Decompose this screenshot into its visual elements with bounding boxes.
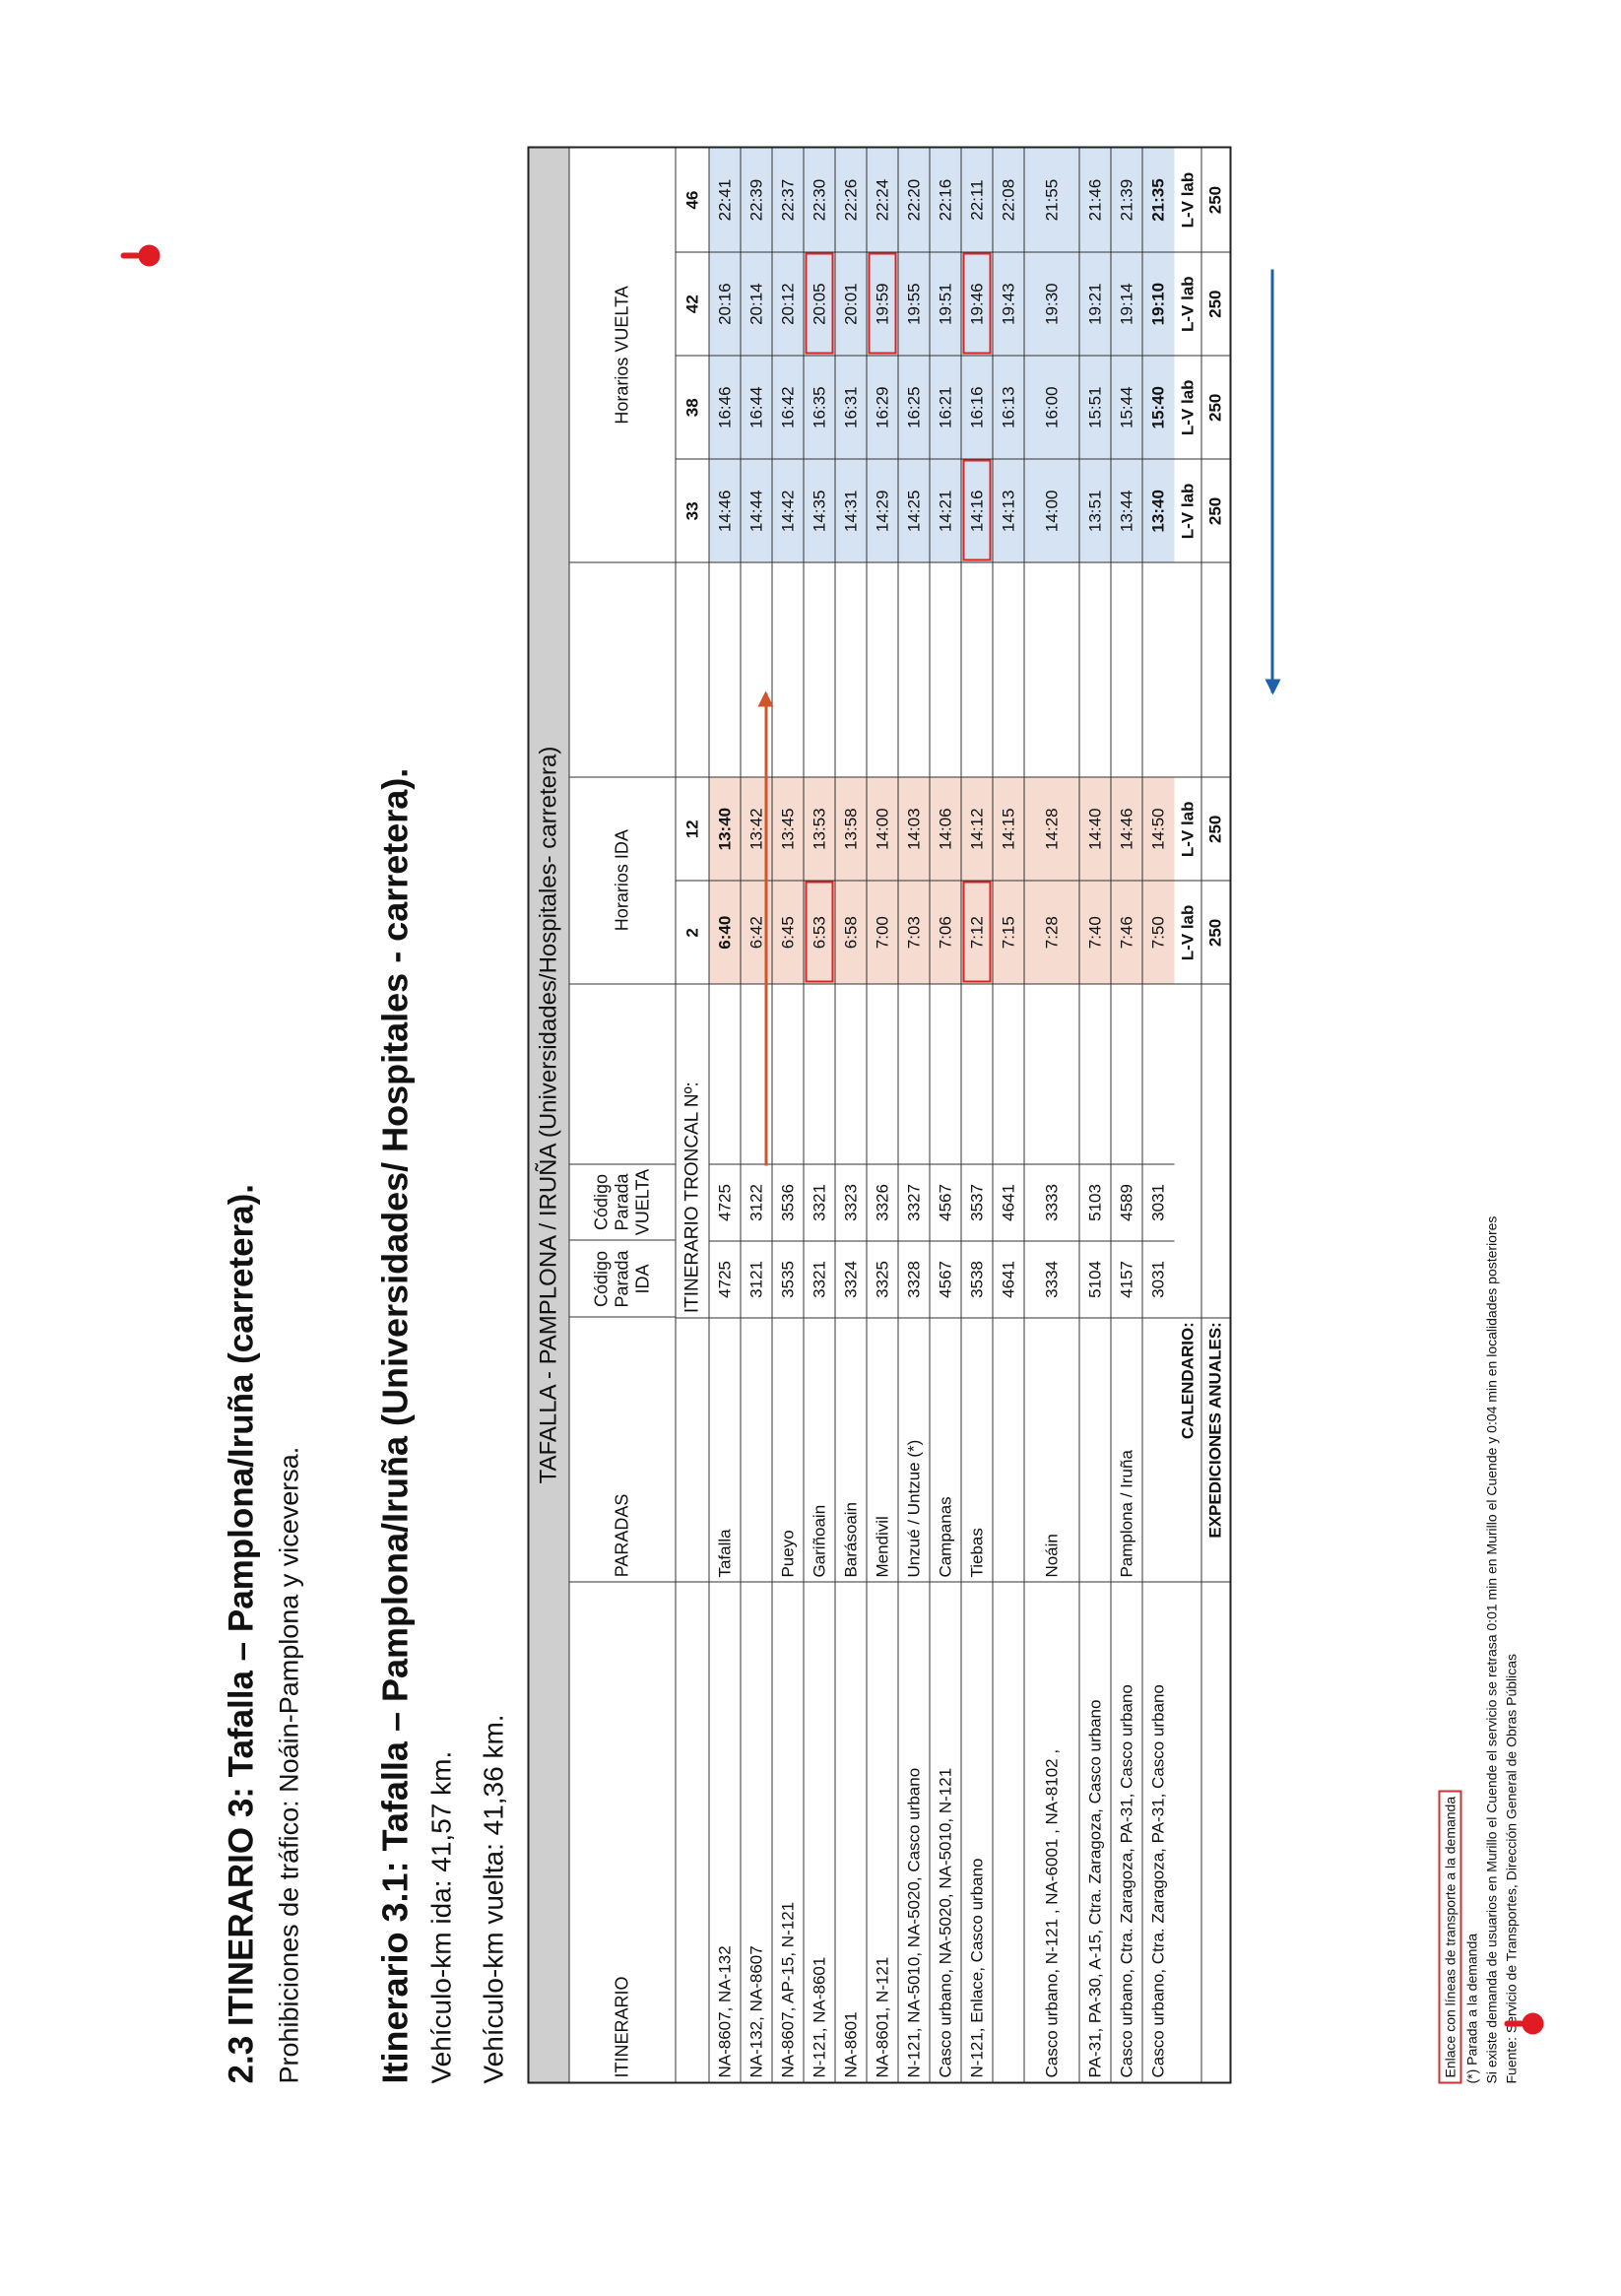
cell-arrow-gap (962, 562, 993, 777)
rotated-page (1, 0, 1621, 2296)
cell-itinerario: NA-8607, AP-15, N-121 (773, 1582, 804, 2082)
header-arrow-gap (570, 561, 676, 776)
cell-codigo-vuelta: 4567 (931, 1164, 961, 1241)
cell-time-vuelta: 22:26 (836, 149, 867, 252)
cell-time-ida: 6:53 (805, 881, 835, 984)
note-parada-demanda: (*) Parada a la demanda (1463, 1933, 1480, 2084)
cell-itinerario: N-121, Enlace, Casco urbano (962, 1582, 993, 2082)
cell-parada: Tafalla (710, 1317, 741, 1581)
cell-time-ida: 14:03 (899, 777, 930, 881)
cell-time-ida: 7:06 (931, 881, 961, 984)
cell-parada (1143, 1317, 1175, 1581)
cell-blank (994, 984, 1024, 1164)
cell-time-vuelta: 14:16 (962, 459, 993, 562)
cell-time-vuelta: 14:13 (994, 459, 1024, 562)
arrow-gap (677, 562, 709, 777)
calendario-vuelta: L-V lab (1178, 171, 1197, 229)
cell-time-vuelta: 19:10 (1143, 252, 1175, 356)
timetable-header (570, 149, 677, 2082)
table-row (710, 149, 742, 2082)
cell-time-ida: 7:46 (1112, 881, 1142, 984)
vuelta-number: 42 (677, 252, 709, 356)
cell-itinerario (994, 1582, 1024, 2082)
cell-time-vuelta: 14:46 (710, 459, 741, 562)
cell-time-vuelta: 14:44 (742, 459, 772, 562)
cell-parada: Pueyo (773, 1317, 804, 1581)
cell-time-ida: 7:00 (868, 881, 898, 984)
cell-blank (773, 984, 804, 1164)
cell-time-vuelta: 21:39 (1112, 149, 1142, 252)
cell-blank (962, 984, 993, 1164)
cell-codigo-ida: 3328 (899, 1240, 930, 1317)
table-row (805, 149, 836, 2082)
cell-time-vuelta: 20:14 (742, 252, 772, 356)
cell-blank (931, 984, 961, 1164)
cell-blank (1112, 984, 1142, 1164)
cell-time-vuelta: 19:14 (1112, 252, 1142, 356)
cell-time-ida: 14:06 (931, 777, 961, 881)
cell-time-ida: 7:03 (899, 881, 930, 984)
cell-blank (868, 984, 898, 1164)
vuelta-number: 46 (682, 190, 701, 210)
cell-itinerario: Casco urbano, N-121 , NA-6001 , NA-8102 , (1025, 1582, 1079, 2082)
cell-codigo-vuelta: 4725 (710, 1164, 741, 1241)
cell-codigo-ida: 3321 (805, 1240, 835, 1317)
cell-codigo-vuelta: 3326 (868, 1164, 898, 1241)
cell-time-ida: 6:45 (773, 881, 804, 984)
cell-itinerario: Casco urbano, Ctra. Zaragoza, PA-31, Casco urbano (1143, 1582, 1175, 2082)
expediciones-blank-2 (1202, 984, 1230, 1317)
troncal-blank-2 (677, 1317, 709, 1581)
expediciones-vuelta: 250 (1202, 356, 1230, 459)
cell-codigo-vuelta: 5103 (1080, 1164, 1111, 1241)
cell-time-ida: 13:45 (773, 777, 804, 881)
timetable-title: TAFALLA - PAMPLONA / IRUÑA (Universidades/Hospitales- carretera) (530, 149, 570, 2082)
cell-time-ida: 6:42 (742, 881, 772, 984)
expediciones-gap (1202, 562, 1230, 777)
cell-time-vuelta: 13:51 (1080, 459, 1111, 562)
cell-time-vuelta: 16:00 (1025, 356, 1079, 459)
cell-codigo-ida: 3324 (836, 1240, 867, 1317)
cell-time-vuelta: 14:29 (868, 459, 898, 562)
cell-codigo-ida: 3334 (1025, 1240, 1079, 1317)
cell-arrow-gap (805, 562, 835, 777)
table-row (1143, 149, 1175, 2082)
cell-codigo-ida: 3325 (868, 1240, 898, 1317)
calendario-ida: L-V lab (1175, 777, 1201, 881)
cell-blank (710, 984, 741, 1164)
cell-itinerario: NA-132, NA-8607 (742, 1582, 772, 2082)
cell-codigo-ida: 4725 (710, 1240, 741, 1317)
table-row (742, 149, 773, 2082)
header-blank (570, 983, 676, 1163)
cell-arrow-gap (931, 562, 961, 777)
cell-time-vuelta: 21:46 (1080, 149, 1111, 252)
red-pin-marker (139, 245, 161, 267)
cell-arrow-gap (868, 562, 898, 777)
cell-parada: Barásoain (836, 1317, 867, 1581)
cell-time-vuelta: 13:44 (1112, 459, 1142, 562)
cell-time-ida: 13:40 (710, 777, 741, 881)
calendario-label: CALENDARIO: (1175, 1317, 1201, 1581)
cell-time-ida: 14:50 (1143, 777, 1175, 881)
cell-blank (836, 984, 867, 1164)
cell-codigo-vuelta: 3536 (773, 1164, 804, 1241)
cell-parada: Pamplona / Iruña (1112, 1317, 1142, 1581)
cell-time-vuelta: 15:51 (1080, 356, 1111, 459)
cell-time-ida: 7:28 (1025, 881, 1079, 984)
traffic-restrictions: Prohibiciones de tráfico: Noáin-Pamplona y viceversa. (274, 1446, 304, 2084)
header-codigo-ida: Código Parada IDA (570, 1240, 676, 1317)
cell-time-vuelta: 16:31 (836, 356, 867, 459)
header-horarios-vuelta: Horarios VUELTA (612, 286, 632, 425)
cell-time-vuelta: 14:25 (899, 459, 930, 562)
cell-parada: Unzué / Untzue (*) (899, 1317, 930, 1581)
cell-arrow-gap (1080, 562, 1111, 777)
ida-number: 2 (677, 881, 709, 984)
troncal-blank (677, 1581, 709, 2081)
table-row (773, 149, 805, 2082)
header-paradas: PARADAS (570, 1317, 676, 1581)
troncal-label: ITINERARIO TRONCAL Nº: (677, 984, 709, 1317)
ida-number: 12 (677, 777, 709, 881)
cell-time-vuelta: 22:39 (742, 149, 772, 252)
cell-codigo-ida: 4157 (1112, 1240, 1142, 1317)
cell-time-vuelta: 15:44 (1112, 356, 1142, 459)
cell-codigo-vuelta: 3327 (899, 1164, 930, 1241)
table-row (836, 149, 868, 2082)
itinerary-title: Itinerario 3.1: Tafalla – Pamplona/Iruña (Universidades/ Hospitales - carretera). (374, 767, 416, 2084)
cell-codigo-vuelta: 3321 (805, 1164, 835, 1241)
cell-time-vuelta: 16:46 (710, 356, 741, 459)
calendario-blank (1175, 1581, 1201, 2081)
expediciones-vuelta: 250 (1205, 185, 1225, 215)
cell-time-ida: 7:12 (962, 881, 993, 984)
cell-time-vuelta: 16:42 (773, 356, 804, 459)
cell-time-ida: 6:58 (836, 881, 867, 984)
calendario-vuelta: L-V lab (1175, 459, 1201, 562)
cell-parada: Campanas (931, 1317, 961, 1581)
cell-time-ida: 6:40 (710, 881, 741, 984)
cell-time-vuelta: 21:55 (1025, 149, 1079, 252)
cell-codigo-vuelta: 3333 (1025, 1164, 1079, 1241)
cell-itinerario: N-121, NA-5010, NA-5020, Casco urbano (899, 1582, 930, 2082)
cell-arrow-gap (899, 562, 930, 777)
cell-time-vuelta: 19:51 (931, 252, 961, 356)
cell-blank (1025, 984, 1079, 1164)
cell-codigo-ida: 3031 (1143, 1240, 1175, 1317)
cell-time-ida: 14:40 (1080, 777, 1111, 881)
vuelta-direction-arrow (1271, 270, 1274, 693)
red-pin-marker (1523, 2013, 1544, 2035)
cell-time-vuelta: 20:05 (805, 252, 835, 356)
cell-parada (742, 1317, 772, 1581)
expediciones-ida: 250 (1202, 881, 1230, 984)
cell-time-vuelta: 19:55 (899, 252, 930, 356)
cell-itinerario: NA-8601 (836, 1582, 867, 2082)
cell-time-vuelta: 20:12 (773, 252, 804, 356)
calendario-ida: L-V lab (1175, 881, 1201, 984)
cell-time-ida: 7:15 (994, 881, 1024, 984)
cell-time-vuelta: 16:16 (962, 356, 993, 459)
header-itinerario: ITINERARIO (570, 1581, 676, 2081)
cell-time-vuelta: 16:35 (805, 356, 835, 459)
cell-codigo-vuelta: 4589 (1112, 1164, 1142, 1241)
cell-time-vuelta: 16:25 (899, 356, 930, 459)
cell-time-vuelta: 15:40 (1143, 356, 1175, 459)
header-codigo-vuelta: Código Parada VUELTA (570, 1163, 676, 1240)
expediciones-vuelta: 250 (1202, 252, 1230, 356)
cell-codigo-vuelta: 3323 (836, 1164, 867, 1241)
cell-itinerario: Casco urbano, Ctra. Zaragoza, PA-31, Casco urbano (1112, 1582, 1142, 2082)
note-murillo: Si existe demanda de usuarios en Murillo el Cuende el servicio se retrasa 0:01 min en Murillo el Cuende y 0:04 min en localidades posteriores (1483, 1215, 1500, 2084)
cell-time-vuelta: 20:01 (836, 252, 867, 356)
calendario-vuelta: L-V lab (1175, 356, 1201, 459)
footnotes (1439, 1216, 1522, 2084)
cell-time-vuelta: 22:08 (994, 149, 1024, 252)
cell-time-vuelta: 14:35 (805, 459, 835, 562)
cell-time-ida: 14:28 (1025, 777, 1079, 881)
cell-arrow-gap (710, 562, 741, 777)
cell-itinerario: NA-8601, N-121 (868, 1582, 898, 2082)
cell-time-vuelta: 19:59 (868, 252, 898, 356)
cell-time-vuelta: 14:00 (1025, 459, 1079, 562)
expediciones-ida: 250 (1202, 777, 1230, 881)
cell-time-vuelta: 14:21 (931, 459, 961, 562)
cell-codigo-vuelta: 3122 (742, 1164, 772, 1241)
cell-time-ida: 14:00 (868, 777, 898, 881)
calendario-gap (1175, 562, 1201, 777)
note-enlace: Enlace con líneas de transporte a la demanda (1439, 1791, 1462, 2084)
cell-time-vuelta: 22:20 (899, 149, 930, 252)
cell-arrow-gap (994, 562, 1024, 777)
table-row (1025, 149, 1080, 2082)
cell-blank (1080, 984, 1111, 1164)
cell-codigo-ida: 3538 (962, 1240, 993, 1317)
timetable (528, 147, 1232, 2084)
table-row (962, 149, 994, 2082)
timetable-body (710, 149, 1175, 2082)
cell-parada: Gariñoain (805, 1317, 835, 1581)
expediciones-vuelta: 250 (1202, 459, 1230, 562)
cell-time-vuelta: 22:16 (931, 149, 961, 252)
cell-time-vuelta: 16:44 (742, 356, 772, 459)
table-row (1080, 149, 1112, 2082)
cell-time-vuelta: 14:31 (836, 459, 867, 562)
table-row (931, 149, 962, 2082)
cell-time-vuelta: 22:41 (710, 149, 741, 252)
cell-arrow-gap (1025, 562, 1079, 777)
cell-blank (1143, 984, 1175, 1164)
section-title: 2.3 ITINERARIO 3: Tafalla – Pamplona/Iruña (carretera). (222, 1183, 261, 2084)
cell-blank (805, 984, 835, 1164)
cell-time-ida: 14:46 (1112, 777, 1142, 881)
ida-direction-arrow (765, 693, 768, 1166)
vuelta-number: 33 (677, 459, 709, 562)
cell-time-ida: 13:58 (836, 777, 867, 881)
cell-blank (899, 984, 930, 1164)
cell-arrow-gap (836, 562, 867, 777)
cell-time-vuelta: 22:37 (773, 149, 804, 252)
cell-time-vuelta: 13:40 (1143, 459, 1175, 562)
km-vuelta: Vehículo-km vuelta: 41,36 km. (478, 1714, 509, 2084)
calendario-blank-2 (1175, 984, 1201, 1317)
cell-time-vuelta: 20:16 (710, 252, 741, 356)
cell-time-vuelta: 16:29 (868, 356, 898, 459)
cell-codigo-vuelta: 3031 (1143, 1164, 1175, 1241)
cell-itinerario: Casco urbano, NA-5020, NA-5010, N-121 (931, 1582, 961, 2082)
cell-time-ida: 14:12 (962, 777, 993, 881)
cell-arrow-gap (1112, 562, 1142, 777)
cell-time-vuelta: 22:24 (868, 149, 898, 252)
cell-codigo-vuelta: 3537 (962, 1164, 993, 1241)
cell-time-vuelta: 16:21 (931, 356, 961, 459)
cell-codigo-ida: 3535 (773, 1240, 804, 1317)
cell-codigo-ida: 4567 (931, 1240, 961, 1317)
cell-time-vuelta: 16:13 (994, 356, 1024, 459)
cell-time-vuelta: 19:21 (1080, 252, 1111, 356)
km-ida: Vehículo-km ida: 41,57 km. (425, 1750, 457, 2084)
calendario-row (1175, 149, 1202, 2082)
table-row (1112, 149, 1143, 2082)
cell-time-vuelta: 19:46 (962, 252, 993, 356)
cell-arrow-gap (773, 562, 804, 777)
vuelta-number: 38 (677, 356, 709, 459)
calendario-vuelta: L-V lab (1175, 252, 1201, 356)
table-row (899, 149, 931, 2082)
cell-time-ida: 14:15 (994, 777, 1024, 881)
cell-time-vuelta: 22:11 (962, 149, 993, 252)
cell-codigo-ida: 4641 (994, 1240, 1024, 1317)
note-fuente: Fuente: Servicio de Transportes, Dirección General de Obras Públicas (1503, 1653, 1520, 2084)
cell-codigo-ida: 3121 (742, 1240, 772, 1317)
cell-parada (1080, 1317, 1111, 1581)
troncal-row (677, 149, 710, 2082)
header-horarios-ida: Horarios IDA (570, 776, 676, 983)
cell-time-ida: 7:50 (1143, 881, 1175, 984)
cell-time-ida: 13:42 (742, 777, 772, 881)
cell-time-vuelta: 21:35 (1143, 149, 1175, 252)
cell-parada: Noáin (1025, 1317, 1079, 1581)
table-row (994, 149, 1025, 2082)
expediciones-label: EXPEDICIONES ANUALES: (1202, 1317, 1230, 1581)
cell-parada: Mendivil (868, 1317, 898, 1581)
cell-time-vuelta: 14:42 (773, 459, 804, 562)
expediciones-row (1202, 149, 1230, 2082)
cell-parada (994, 1317, 1024, 1581)
cell-parada: Tiebas (962, 1317, 993, 1581)
cell-time-vuelta: 19:30 (1025, 252, 1079, 356)
cell-time-vuelta: 19:43 (994, 252, 1024, 356)
cell-itinerario: NA-8607, NA-132 (710, 1582, 741, 2082)
cell-itinerario: PA-31, PA-30, A-15, Ctra. Zaragoza, Casco urbano (1080, 1582, 1111, 2082)
cell-time-ida: 7:40 (1080, 881, 1111, 984)
cell-arrow-gap (1143, 562, 1175, 777)
cell-time-ida: 13:53 (805, 777, 835, 881)
cell-itinerario: N-121, NA-8601 (805, 1582, 835, 2082)
table-row (868, 149, 899, 2082)
cell-codigo-vuelta: 4641 (994, 1164, 1024, 1241)
cell-codigo-ida: 5104 (1080, 1240, 1111, 1317)
cell-time-vuelta: 22:30 (805, 149, 835, 252)
expediciones-blank (1202, 1581, 1230, 2081)
